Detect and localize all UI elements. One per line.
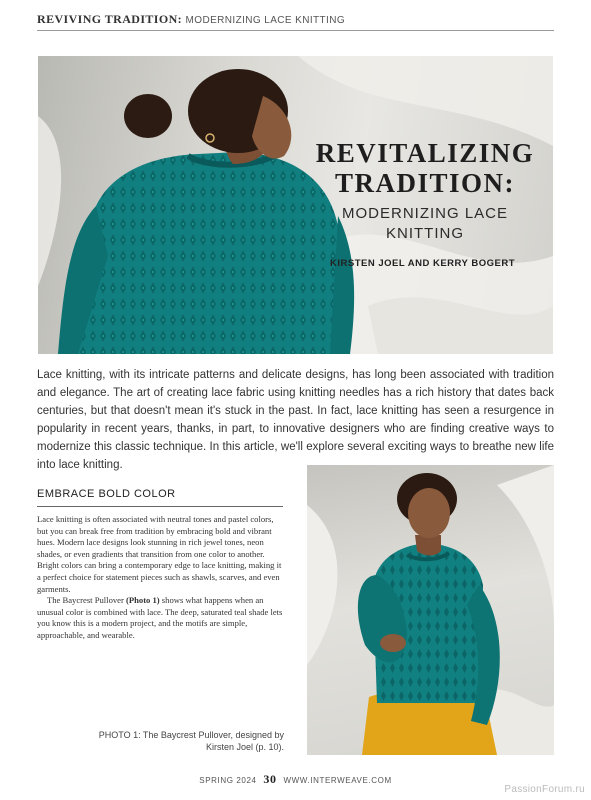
paragraph-2-start: The Baycrest Pullover — [47, 595, 126, 606]
byline: KIRSTEN JOEL AND KERRY BOGERT — [330, 258, 515, 269]
subtitle-line-2: KNITTING — [386, 225, 464, 242]
header-rule — [37, 30, 554, 31]
section-rule — [37, 506, 283, 507]
issue-label: SPRING 2024 — [199, 776, 257, 785]
title-line-1: REVITALIZING — [315, 138, 535, 168]
paragraph-2-end: shows what happens when an unusual color is combined with lace. The deep, saturated teal shade lets you know this is a modern project, and the motifs are simple, approachable, and wearable. — [37, 595, 283, 640]
page-footer — [0, 772, 591, 787]
running-head-subtitle: MODERNIZING LACE KNITTING — [185, 15, 345, 26]
page-number: 30 — [263, 772, 277, 786]
website-link[interactable]: WWW.INTERWEAVE.COM — [283, 776, 392, 785]
watermark: PassionForum.ru — [504, 784, 585, 795]
running-head-section: REVIVING TRADITION: — [37, 12, 183, 26]
photo-caption: PHOTO 1: The Baycrest Pullover, designed by Kirsten Joel (p. 10). — [98, 730, 284, 752]
photo-1-illustration — [307, 465, 554, 755]
photo-reference: (Photo 1) — [126, 595, 160, 606]
title-line-2: TRADITION: — [334, 168, 516, 198]
subtitle-line-1: MODERNIZING LACE — [341, 205, 508, 222]
section-body — [37, 514, 283, 642]
body-paragraph-1: Lace knitting is often associated with neutral tones and pastel colors, but you can break free from tradition by embracing bold and vibrant hues. Modern lace designs look stunning in rich jewel tones, neon shades, or even gradients that transition from one color to another. Bright colors can bring a contemporary edge to lace knitting, making it a perfect choice for statement pieces such as shawls, scarves, and even garments. — [37, 514, 282, 594]
photo-1 — [307, 465, 554, 755]
body-paragraph-2 — [37, 595, 283, 641]
article-title-block — [300, 138, 550, 244]
running-head — [37, 12, 554, 27]
intro-paragraph: Lace knitting, with its intricate patterns and delicate designs, has long been associated with tradition and elegance. The art of creating lace fabric using knitting needles has a rich history that dates back centuries, but that doesn't mean it's stuck in the past. In fact, lace knitting has seen a resurgence in popularity in recent years, thanks, in part, to innovative designers who are finding creative ways to modernize this classic technique. In this article, we'll explore several exciting ways to breathe new life into lace knitting. — [37, 369, 554, 471]
section-heading: EMBRACE BOLD COLOR — [37, 488, 176, 500]
